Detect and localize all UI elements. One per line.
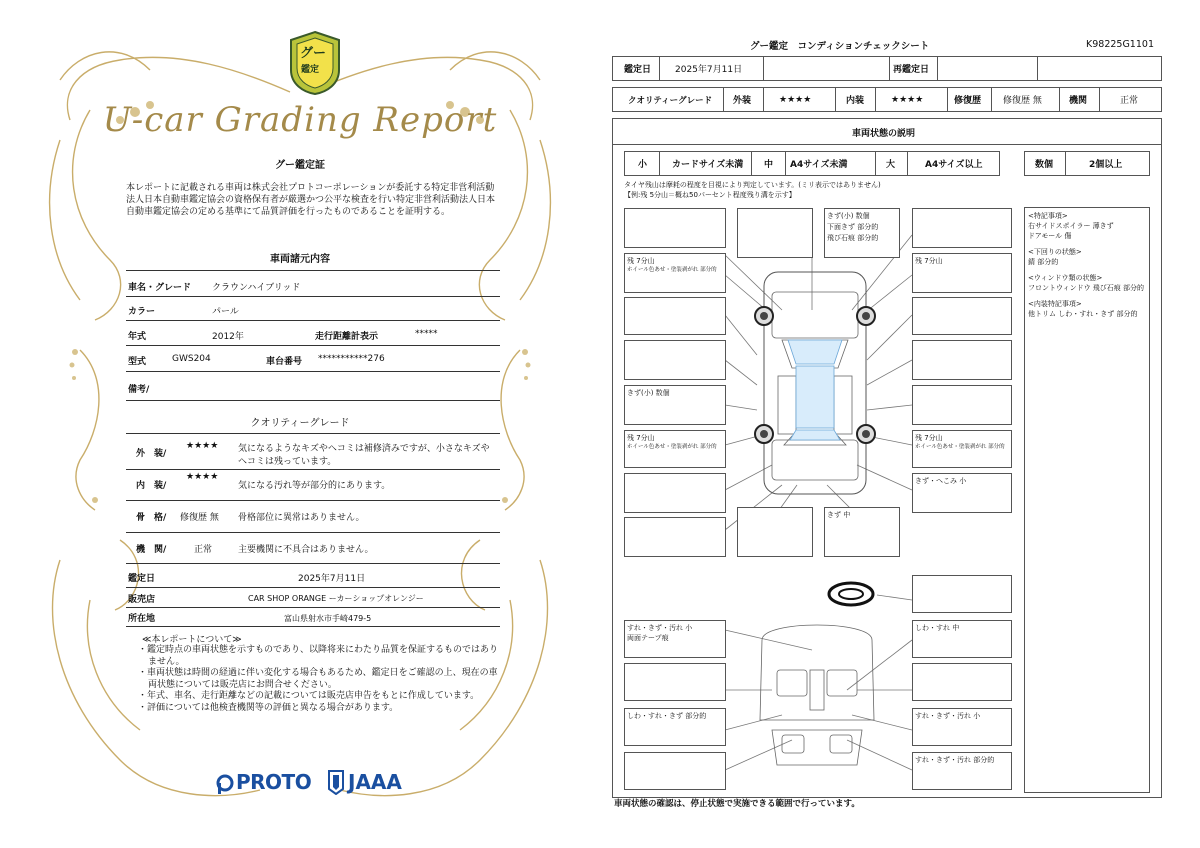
car-name-value: クラウンハイブリッド — [212, 283, 301, 293]
frame-label: 骨 格/ — [136, 513, 167, 523]
damage-box — [624, 663, 726, 701]
date-label: 鑑定日 — [624, 65, 652, 75]
jaaa-logo-text: JAAA — [348, 770, 402, 794]
exterior-stars: ★★★★ — [779, 94, 812, 105]
divider — [126, 469, 500, 470]
front-line-3: 飛び石痕 部分的 — [827, 234, 879, 242]
sheet-footer: 車両状態の確認は、停止状態で実施できる範囲で行っています。 — [614, 799, 860, 809]
note-line: <内装特記事項> — [1028, 300, 1082, 308]
damage-box — [737, 208, 813, 258]
address-value: 富山県射水市手崎479-5 — [284, 614, 372, 623]
damage-box — [912, 208, 1012, 248]
damage-box-rl-tire — [624, 430, 726, 468]
jaaa-logo-mark-icon — [326, 769, 346, 795]
car-name-label: 車名・グレード — [128, 283, 192, 293]
damage-box — [912, 340, 1012, 380]
proto-logo-mark-icon — [216, 773, 234, 795]
damage-box — [624, 297, 726, 335]
interior-stars: ★★★★ — [891, 94, 924, 105]
damage-box-int-left-3 — [624, 708, 726, 746]
int-right-4-text: すれ・きず・汚れ 部分的 — [915, 756, 995, 764]
damage-box-fl-tire — [624, 253, 726, 293]
divider — [126, 320, 500, 321]
size-large-desc: A4サイズ以上 — [925, 160, 983, 170]
year-label: 年式 — [128, 332, 147, 342]
divider — [126, 500, 500, 501]
mileage-label: 走行距離計表示 — [315, 332, 379, 342]
right-dent-text: きず・へこみ 小 — [915, 477, 967, 485]
list-item: ・評価については他検査機関等の評価と異なる場合があります。 — [138, 702, 399, 713]
color-label: カラー — [128, 307, 156, 317]
rr-tire-text: 残 7分山 — [915, 434, 943, 442]
frame-status: 修復歴 無 — [180, 513, 219, 523]
int-left-1b-text: 両面テープ痕 — [627, 634, 669, 642]
damage-box — [624, 752, 726, 790]
damage-box-right-dent — [912, 473, 1012, 513]
damage-box — [912, 663, 1012, 701]
damage-box-fr-tire — [912, 253, 1012, 293]
fl-tire-sub: ホイール色あせ・塗装剥がれ 部分的 — [627, 267, 717, 273]
dealer-value: CAR SHOP ORANGE ーカーショップオレンジー — [248, 594, 424, 603]
grade-row — [612, 87, 1162, 112]
year-value: 2012年 — [212, 332, 244, 342]
rl-tire-text: 残 7分山 — [627, 434, 655, 442]
divider — [126, 296, 500, 297]
damage-box — [624, 340, 726, 380]
damage-box — [912, 385, 1012, 425]
divider — [126, 607, 500, 608]
damage-box — [624, 208, 726, 248]
int-right-3-text: すれ・きず・汚れ 小 — [915, 712, 981, 720]
list-item: ・年式、車名、走行距離などの記載については販売店申告をもとに作成しています。 — [138, 691, 480, 701]
exterior-stars: ★★★★ — [186, 441, 219, 451]
interior-stars: ★★★★ — [186, 472, 219, 482]
condition-check-sheet — [600, 0, 1200, 848]
interior-label: 内装 — [846, 96, 865, 106]
note-line: <ウィンドウ類の状態> — [1028, 274, 1103, 282]
special-notes — [1028, 211, 1144, 319]
report-script-title: U-car Grading Report — [102, 100, 498, 140]
note-line: ドアモール 傷 — [1028, 232, 1072, 240]
size-small: 小 — [638, 160, 648, 170]
damage-box-rear — [824, 507, 900, 557]
mileage-value: ***** — [415, 329, 438, 339]
reinspect-label: 再鑑定日 — [893, 65, 930, 75]
engine-status: 正常 — [194, 545, 213, 555]
size-large: 大 — [886, 160, 896, 170]
engine-value: 正常 — [1120, 96, 1139, 106]
repair-label: 修復歴 — [954, 96, 982, 106]
count-desc: 2個以上 — [1089, 160, 1123, 170]
interior-text: 気になる汚れ等が部分的にあります。 — [238, 481, 391, 491]
engine-label: 機関 — [1069, 96, 1088, 106]
front-line-1: きず(小) 数個 — [827, 212, 870, 220]
divider — [126, 587, 500, 588]
grade-label: クオリティーグレード — [628, 95, 713, 106]
divider — [126, 371, 500, 372]
rr-tire-sub: ホイール色あせ・塗装剥がれ 部分的 — [915, 444, 1005, 450]
divider — [126, 345, 500, 346]
proto-logo-text: PROTO — [236, 770, 312, 794]
fl-tire-text: 残 7分山 — [627, 257, 655, 265]
count-legend — [1024, 151, 1150, 176]
divider — [126, 563, 500, 564]
rear-text: きず 中 — [827, 511, 851, 519]
frame-number-label: 車台番号 — [266, 357, 303, 367]
left-mid-text: きず(小) 数個 — [627, 389, 670, 397]
interior-label: 内 装/ — [136, 481, 167, 491]
badge-bottom-text: 鑑定 — [301, 65, 320, 75]
rl-tire-sub: ホイール色あせ・塗装剥がれ 部分的 — [627, 444, 717, 450]
damage-box-int-right-4 — [912, 752, 1012, 790]
frame-number-value: ***********276 — [318, 354, 385, 364]
date-value: 2025年7月11日 — [675, 65, 743, 75]
color-value: パール — [212, 307, 239, 317]
note-line: 他トリム しわ・すれ・きず 部分的 — [1028, 310, 1138, 318]
divider — [126, 400, 500, 401]
damage-box — [624, 517, 726, 557]
tire-note-2: 【例:残 5分山＝概ね50パーセント程度残り溝を示す】 — [624, 191, 796, 199]
damage-box-int-right-3 — [912, 708, 1012, 746]
sheet-title: グー鑑定 コンディションチェックシート — [750, 41, 930, 52]
list-item: ・車両状態は時間の経過に伴い変化する場合もあるため、鑑定日をご確認の上、現在の車両状態については販売店にお問合せください。 — [138, 668, 498, 690]
int-right-1-text: しわ・すれ 中 — [915, 624, 960, 632]
damage-box-int-right-1 — [912, 620, 1012, 658]
badge-top-text: グー — [300, 46, 327, 61]
sheet-code: K98225G1101 — [1086, 39, 1154, 50]
int-left-1-text: すれ・きず・汚れ 小 — [627, 624, 693, 632]
int-left-3-text: しわ・すれ・きず 部分的 — [627, 712, 707, 720]
size-legend — [624, 151, 1000, 176]
damage-box — [737, 507, 813, 557]
model-value: GWS204 — [172, 354, 211, 364]
divider — [126, 532, 500, 533]
notes-heading: ≪本レポートについて≫ — [142, 635, 242, 645]
quality-heading: クオリティーグレード — [250, 418, 350, 429]
count-label: 数個 — [1035, 160, 1054, 170]
inspection-date-value: 2025年7月11日 — [298, 574, 366, 584]
note-line: 錆 部分的 — [1028, 258, 1059, 266]
dealer-label: 販売店 — [128, 595, 156, 605]
damage-box-int-left-1 — [624, 620, 726, 658]
exterior-label: 外装 — [733, 96, 752, 106]
divider — [126, 626, 500, 627]
note-line: 右サイドスポイラー 薄きず — [1028, 222, 1114, 230]
exterior-label: 外 装/ — [136, 449, 167, 459]
engine-label: 機 関/ — [136, 545, 167, 555]
date-row — [612, 56, 1162, 81]
damage-box-front — [824, 208, 900, 258]
condition-heading: 車両状態の説明 — [852, 128, 916, 139]
damage-box — [912, 297, 1012, 335]
spec-heading: 車両諸元内容 — [270, 254, 330, 265]
damage-box-rr-tire — [912, 430, 1012, 468]
tire-note-1: タイヤ残山は摩耗の程度を目視により判定しています。(ミリ表示ではありません) — [624, 181, 881, 189]
size-small-desc: カードサイズ未満 — [672, 160, 744, 170]
note-line: <特記事項> — [1028, 212, 1068, 220]
report-notes-list — [138, 645, 498, 714]
divider — [126, 433, 500, 434]
list-item: ・鑑定時点の車両状態を示すものであり、以降将来にわたり品質を保証するものではありません。 — [138, 645, 499, 667]
divider — [126, 270, 500, 271]
steering-wheel-icon — [826, 580, 876, 608]
model-label: 型式 — [128, 357, 147, 367]
damage-box-left-mid — [624, 385, 726, 425]
engine-text: 主要機関に不具合はありません。 — [238, 545, 374, 555]
exterior-text-line-2: ヘコミは残っています。 — [238, 457, 337, 467]
inspection-date-label: 鑑定日 — [128, 574, 156, 584]
certificate-title: グー鑑定証 — [275, 160, 325, 171]
repair-value: 修復歴 無 — [1003, 96, 1042, 106]
size-medium: 中 — [764, 160, 774, 170]
remarks-label: 備考/ — [128, 385, 150, 395]
front-line-2: 下面きず 部分的 — [827, 223, 879, 231]
damage-box — [624, 473, 726, 513]
damage-box — [912, 575, 1012, 613]
fr-tire-text: 残 7分山 — [915, 257, 943, 265]
frame-text: 骨格部位に異常はありません。 — [238, 513, 365, 523]
note-line: <下回りの状態> — [1028, 248, 1082, 256]
address-label: 所在地 — [128, 614, 156, 624]
size-medium-desc: A4サイズ未満 — [790, 160, 848, 170]
certificate-intro: 本レポートに記載される車両は株式会社プロトコーポレーションが委託する特定非営利活動法人日本自動車鑑定協会の資格保有者が厳選かつ公平な検査を行い特定非営利活動法人日本自動車鑑定協会の定める基準にて品質評価を行ったものであることを証明する。 — [126, 183, 496, 217]
note-line: フロントウィンドウ 飛び石痕 部分的 — [1028, 284, 1145, 292]
exterior-text-line-1: 気になるようなキズやヘコミは補修済みですが、小さなキズや — [238, 444, 490, 454]
